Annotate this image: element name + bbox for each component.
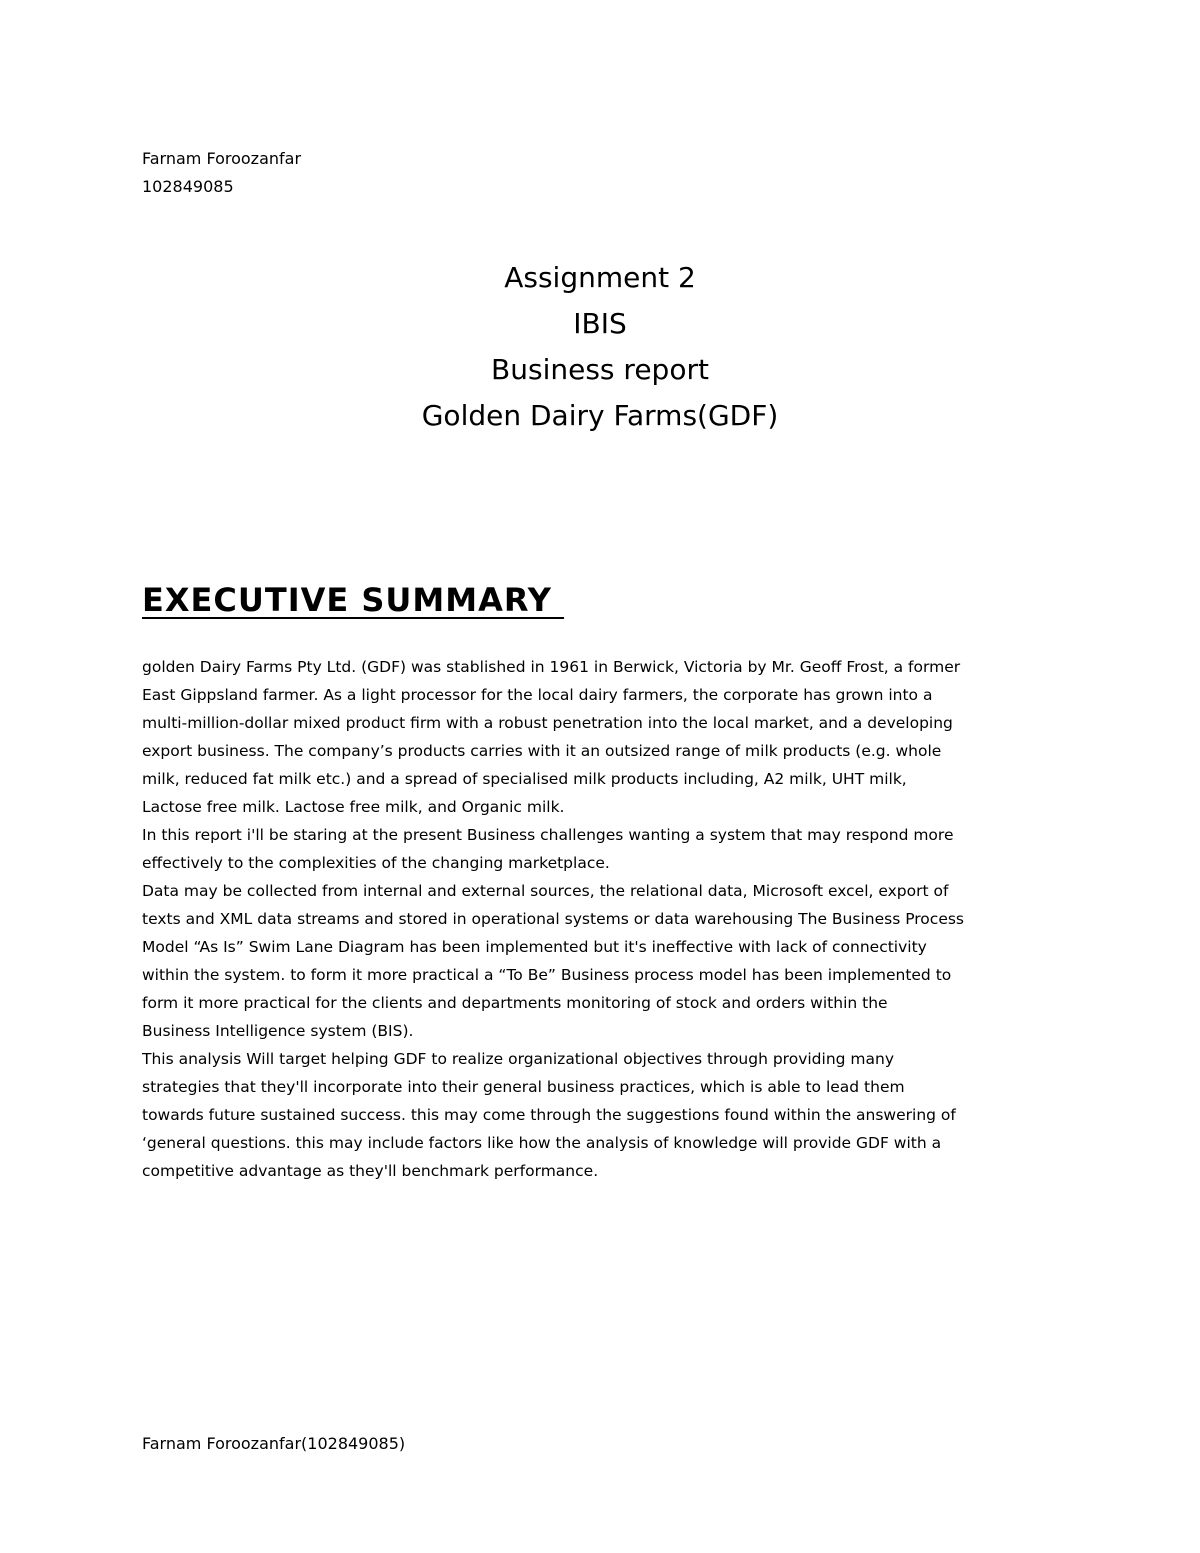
body-line: strategies that they'll incorporate into their general business practices, which is able to lead them bbox=[142, 1078, 905, 1096]
title-block bbox=[0, 255, 1200, 439]
body-line: Data may be collected from internal and external sources, the relational data, Microsoft excel, export of bbox=[142, 882, 949, 900]
body-line: towards future sustained success. this may come through the suggestions found within the answering of bbox=[142, 1106, 956, 1124]
body-line: milk, reduced fat milk etc.) and a spread of specialised milk products including, A2 milk, UHT milk, bbox=[142, 770, 907, 788]
body-line: competitive advantage as they'll benchmark performance. bbox=[142, 1162, 599, 1180]
student-id: 102849085 bbox=[142, 177, 234, 196]
executive-summary-heading: EXECUTIVE SUMMARY bbox=[142, 581, 565, 619]
body-line: effectively to the complexities of the changing marketplace. bbox=[142, 854, 610, 872]
body-line: This analysis Will target helping GDF to realize organizational objectives through providing many bbox=[142, 1050, 895, 1068]
executive-summary-body bbox=[142, 653, 1062, 1185]
body-line: export business. The company’s products carries with it an outsized range of milk products (e.g. whole bbox=[142, 742, 942, 760]
report-type: Business report bbox=[491, 353, 709, 386]
body-line: East Gippsland farmer. As a light processor for the local dairy farmers, the corporate has grown into a bbox=[142, 686, 933, 704]
body-line: form it more practical for the clients and departments monitoring of stock and orders within the bbox=[142, 994, 888, 1012]
course-code: IBIS bbox=[573, 307, 627, 340]
body-line: ‘general questions. this may include factors like how the analysis of knowledge will provide GDF with a bbox=[142, 1134, 942, 1152]
assignment-title: Assignment 2 bbox=[504, 261, 696, 294]
body-line: golden Dairy Farms Pty Ltd. (GDF) was stablished in 1961 in Berwick, Victoria by Mr. Geoff Frost, a former bbox=[142, 658, 961, 676]
body-line: within the system. to form it more practical a “To Be” Business process model has been implemented to bbox=[142, 966, 952, 984]
body-line: Model “As Is” Swim Lane Diagram has been implemented but it's ineffective with lack of connectivity bbox=[142, 938, 927, 956]
author-name: Farnam Foroozanfar bbox=[142, 149, 302, 168]
author-header bbox=[142, 145, 301, 201]
body-line: In this report i'll be staring at the present Business challenges wanting a system that may respond more bbox=[142, 826, 954, 844]
body-line: Lactose free milk. Lactose free milk, and Organic milk. bbox=[142, 798, 565, 816]
company-name: Golden Dairy Farms(GDF) bbox=[421, 399, 779, 432]
body-line: Business Intelligence system (BIS). bbox=[142, 1022, 414, 1040]
body-line: multi-million-dollar mixed product firm with a robust penetration into the local market, and a developing bbox=[142, 714, 953, 732]
body-line: texts and XML data streams and stored in operational systems or data warehousing The Business Process bbox=[142, 910, 964, 928]
page-footer: Farnam Foroozanfar(102849085) bbox=[142, 1434, 406, 1453]
